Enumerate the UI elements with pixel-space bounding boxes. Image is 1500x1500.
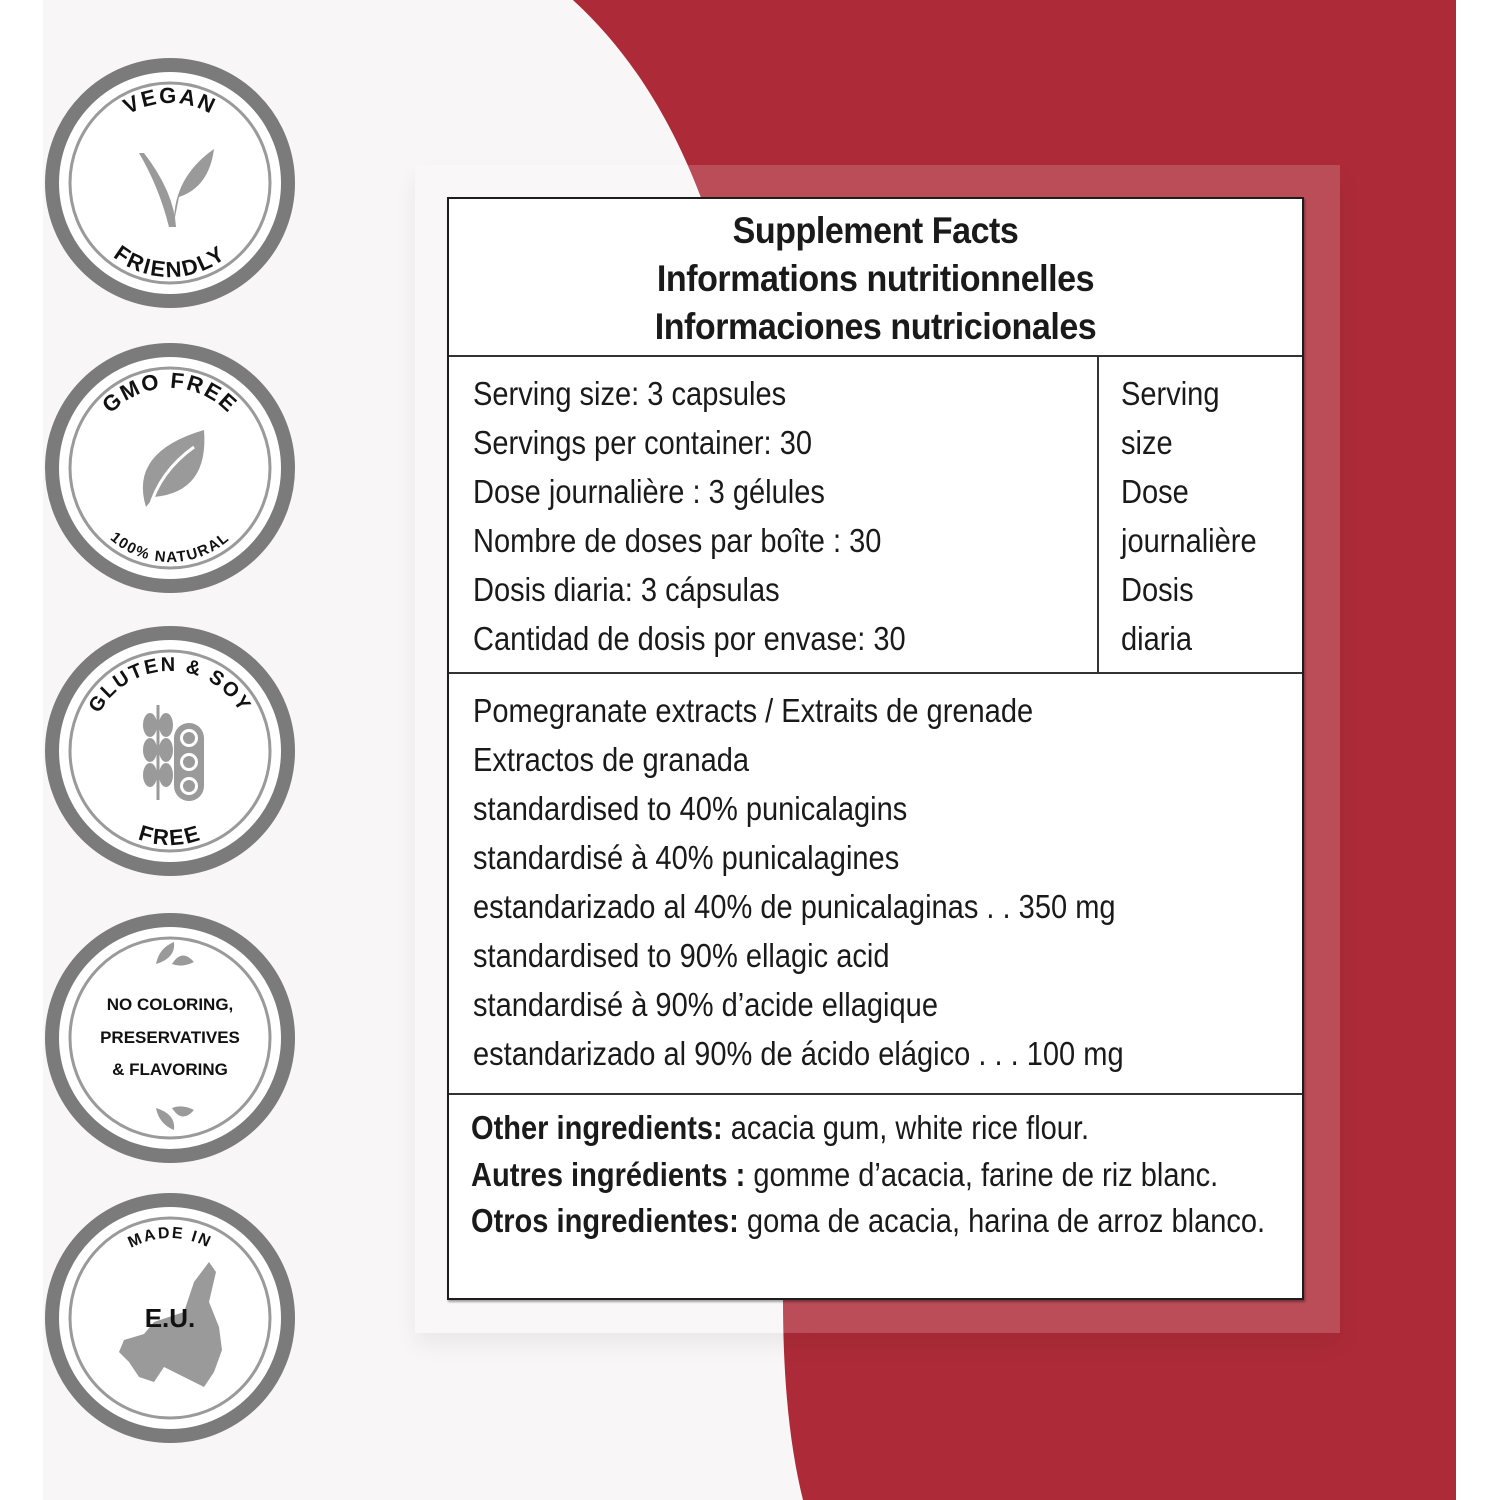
gluten-soy-free-badge [44, 625, 296, 877]
serving-column-label: journalière [1121, 522, 1257, 559]
svg-text:NO COLORING,: NO COLORING, [106, 995, 234, 1014]
serving-column-label: Serving [1121, 375, 1220, 412]
svg-text:GLUTEN & SOY: GLUTEN & SOY [84, 653, 256, 717]
supplement-facts-table [447, 197, 1304, 1300]
ingredient-line: estandarizado al 90% de ácido elágico . . . 100 mg [473, 1035, 1124, 1072]
serving-section [449, 357, 1302, 674]
text-fr: gomme d’acacia, farine de riz blanc. [745, 1155, 1219, 1193]
ingredient-line: estandarizado al 40% de punicalaginas . . 350 mg [473, 888, 1116, 925]
made-in-eu-badge [44, 1192, 296, 1444]
text-en: acacia gum, white rice flour. [722, 1109, 1090, 1146]
ingredient-line: Extractos de granada [473, 741, 750, 778]
svg-text:& FLAVORING: & FLAVORING [112, 1060, 228, 1079]
serving-line: Serving size: 3 capsules [473, 375, 787, 412]
ingredient-line: standardisé à 90% d’acide ellagique [473, 986, 938, 1023]
label-en: Other ingredients: [471, 1109, 723, 1146]
ingredient-line: standardisé à 40% punicalagines [473, 839, 900, 876]
svg-text:100% NATURAL: 100% NATURAL [107, 528, 233, 567]
other-ingredients [449, 1095, 1302, 1245]
svg-text:GMO FREE: GMO FREE [97, 367, 243, 418]
gmo-free-badge [44, 342, 296, 594]
text-es: goma de acacia, harina de arroz blanco. [738, 1202, 1266, 1239]
facts-header [449, 199, 1302, 357]
serving-line: Nombre de doses par boîte : 30 [473, 522, 882, 559]
serving-line: Servings per container: 30 [473, 424, 813, 461]
badge-top-text: VEGAN [119, 82, 221, 119]
serving-details [449, 357, 1099, 672]
serving-line: Dosis diaria: 3 cápsulas [473, 571, 780, 608]
serving-line: Dose journalière : 3 gélules [473, 473, 825, 510]
ingredient-line: Pomegranate extracts / Extraits de grenade [473, 692, 1034, 729]
serving-line: Cantidad de dosis por envase: 30 [473, 620, 906, 657]
ingredient-line: standardised to 90% ellagic acid [473, 937, 890, 974]
serving-column-label: size [1121, 424, 1173, 461]
ingredients-section [449, 674, 1302, 1095]
svg-text:MADE IN: MADE IN [125, 1224, 215, 1252]
other-ingredients-text [471, 1105, 1281, 1245]
svg-text:FRIENDLY: FRIENDLY [109, 240, 231, 283]
svg-text:PRESERVATIVES: PRESERVATIVES [100, 1028, 240, 1047]
serving-column-label: Dosis [1121, 571, 1194, 608]
label-es: Otros ingredientes: [471, 1202, 739, 1239]
svg-text:FREE: FREE [135, 820, 205, 851]
serving-column-label: diaria [1121, 620, 1193, 657]
ingredient-line: standardised to 40% punicalagins [473, 790, 908, 827]
vegan-friendly-badge [44, 57, 296, 309]
svg-text:E.U.: E.U. [144, 1303, 196, 1333]
serving-column-header [1099, 357, 1302, 672]
title-en: Supplement Facts [732, 210, 1019, 251]
title-fr: Informations nutritionnelles [656, 258, 1095, 299]
no-additives-badge [44, 912, 296, 1164]
serving-column-label: Dose [1121, 473, 1189, 510]
title-es: Informaciones nutricionales [654, 306, 1097, 347]
label-fr: Autres ingrédients : [471, 1155, 746, 1193]
